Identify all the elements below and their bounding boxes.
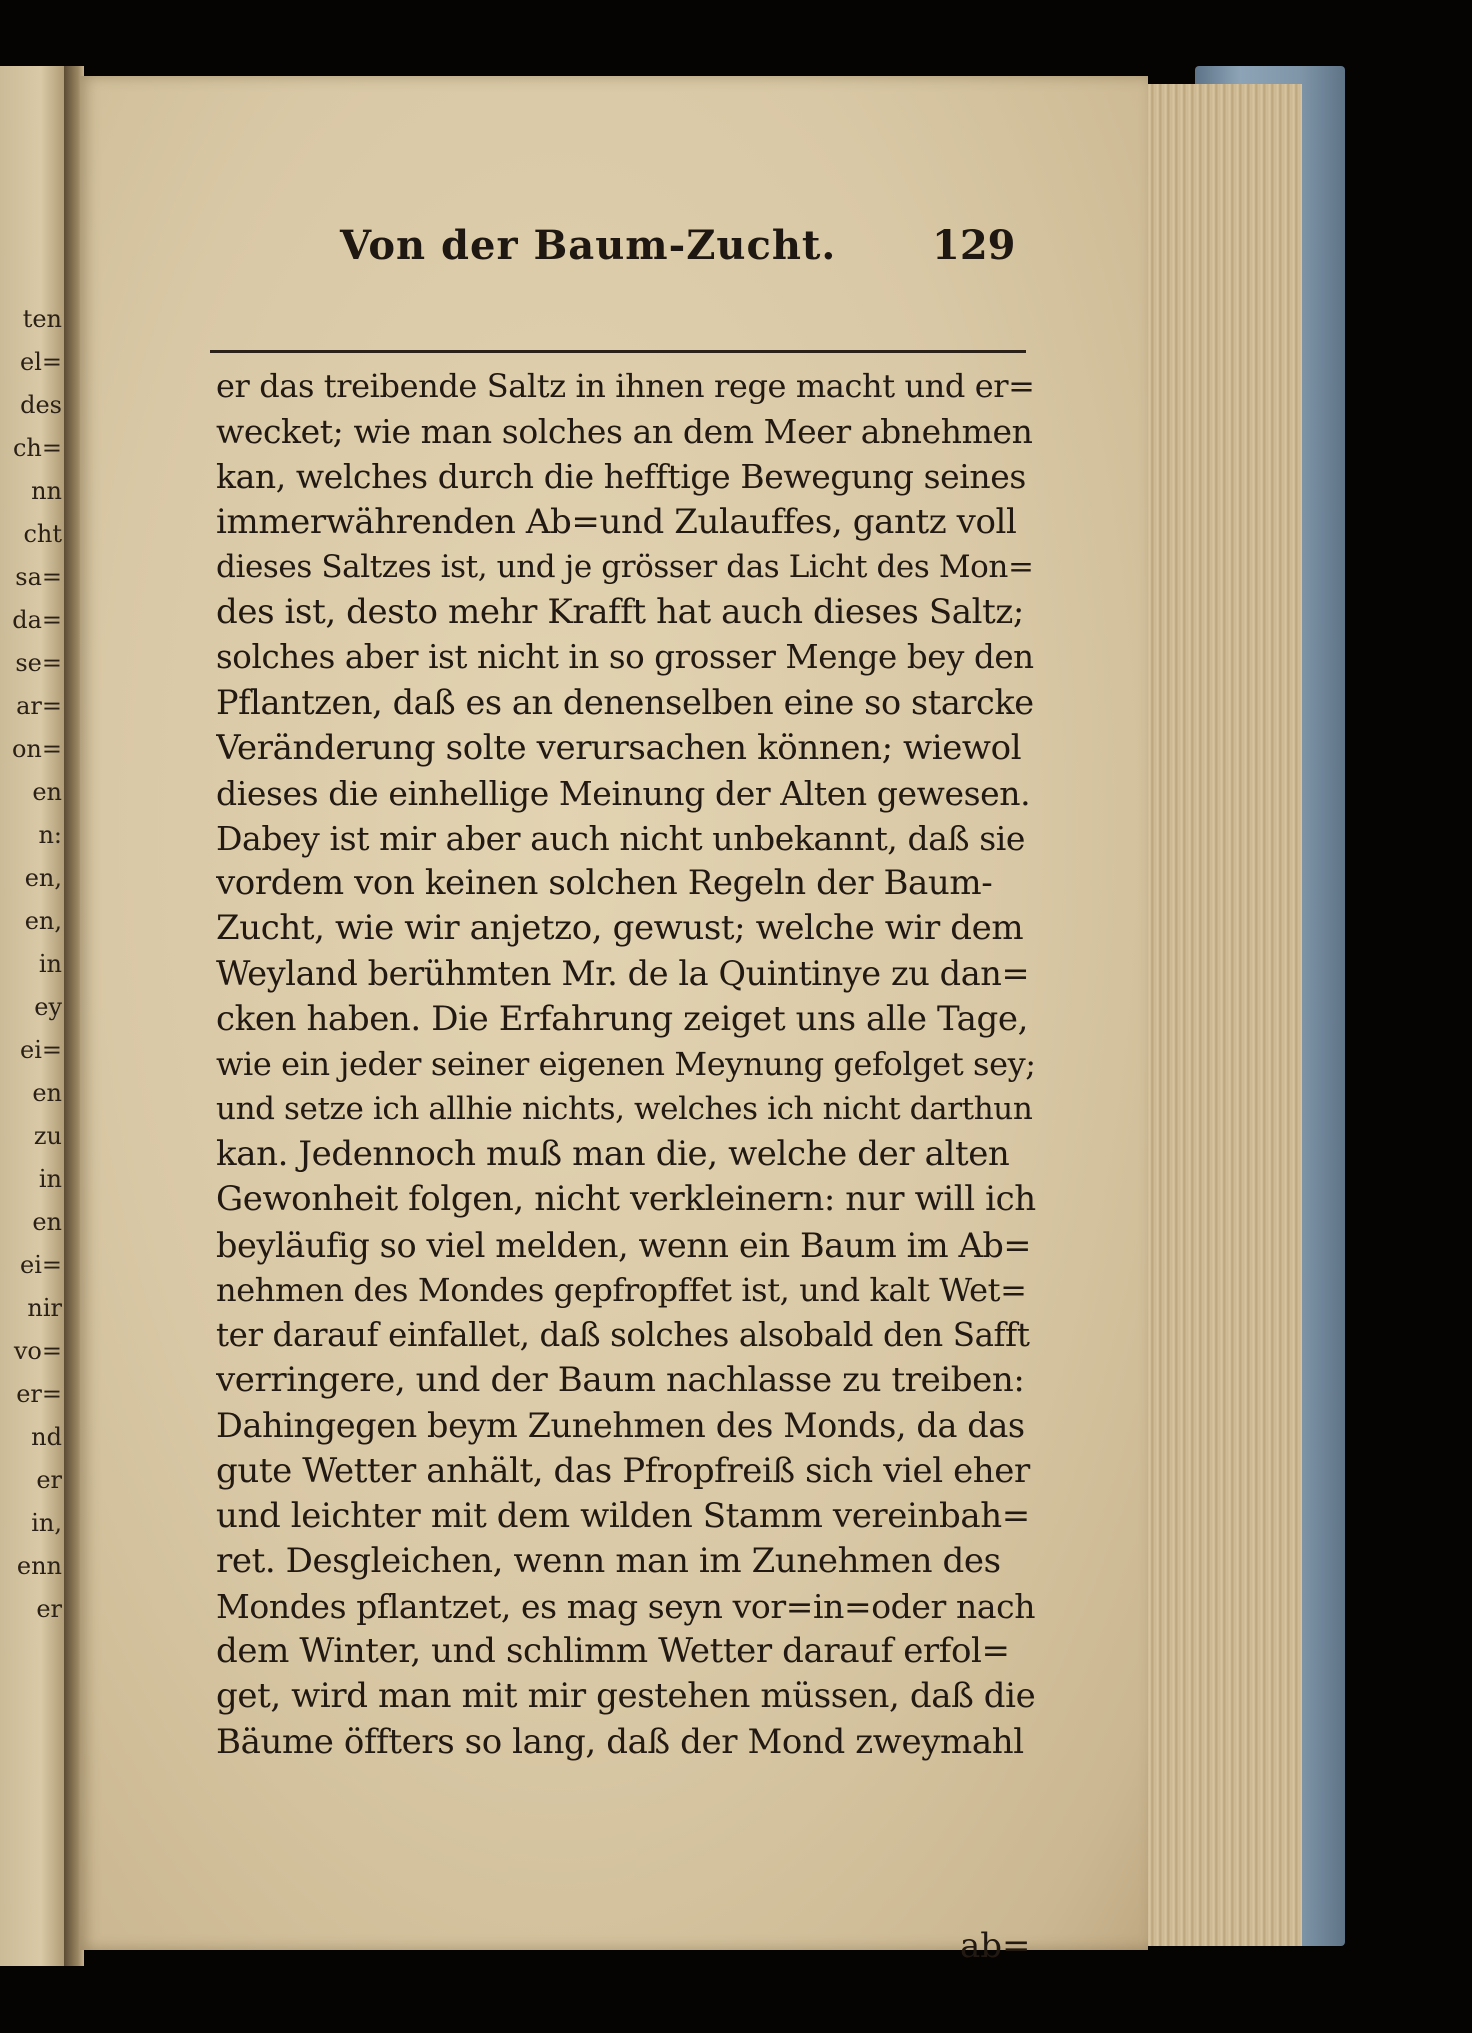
left-page-fragment: ch= xyxy=(12,434,62,462)
text-line: des ist, desto mehr Krafft hat auch dieses Saltz; xyxy=(216,591,1024,632)
left-page-fragment: er= xyxy=(16,1380,62,1408)
left-page-fragment: ey xyxy=(34,993,62,1021)
text-line: nehmen des Mondes gepfropffet ist, und kalt Wet= xyxy=(216,1270,1027,1309)
left-page-fragment: in, xyxy=(31,1509,62,1537)
text-line: wie ein jeder seiner eigenen Meynung gefolget sey; xyxy=(216,1044,1036,1083)
text-line: Gewonheit folgen, nicht verkleinern: nur will ich xyxy=(216,1179,1036,1220)
text-line: beyläufig so viel melden, wenn ein Baum im Ab= xyxy=(216,1225,1032,1265)
left-page-fragment: in xyxy=(38,950,62,978)
text-line: und setze ich allhie nichts, welches ich nicht darthun xyxy=(216,1091,1033,1127)
body-text xyxy=(216,364,1036,1765)
text-line: vordem von keinen solchen Regeln der Baum- xyxy=(216,863,993,904)
left-page-fragment: da= xyxy=(12,606,62,634)
text-line: dem Winter, und schlimm Wetter darauf erfol= xyxy=(216,1631,1010,1672)
left-page-fragment: er xyxy=(36,1595,62,1623)
left-page-fragment: cht xyxy=(23,520,62,548)
left-page-fragment: on= xyxy=(11,735,62,763)
left-page-fragment: er xyxy=(36,1466,62,1494)
left-page-fragment: ei= xyxy=(20,1251,62,1279)
left-page-fragment: des xyxy=(20,391,62,419)
left-page-fragment: en xyxy=(32,1208,62,1236)
page-number: 129 xyxy=(932,222,1016,269)
left-page-fragment: nir xyxy=(27,1294,62,1322)
text-line: verringere, und der Baum nachlasse zu treiben: xyxy=(216,1360,1025,1401)
right-page xyxy=(80,76,1148,1966)
left-page-fragment: ar= xyxy=(16,692,62,720)
text-line: kan. Jedennoch muß man die, welche der alten xyxy=(216,1134,1010,1175)
text-line: und leichter mit dem wilden Stamm vereinbah= xyxy=(216,1495,1030,1536)
left-page-fragment: en, xyxy=(24,864,62,892)
page-edges xyxy=(1145,84,1302,1946)
left-page-fragment: ei= xyxy=(20,1036,62,1064)
text-line: get, wird man mit mir gestehen müssen, daß die xyxy=(216,1676,1036,1717)
left-page-fragment: nn xyxy=(31,477,62,505)
text-line: wecket; wie man solches an dem Meer abnehmen xyxy=(216,412,1033,452)
left-page-fragment: enn xyxy=(16,1552,62,1580)
left-page-fragment: in xyxy=(38,1165,62,1193)
running-title: Von der Baum-Zucht. xyxy=(340,222,837,269)
left-page-fragment: vo= xyxy=(13,1337,62,1365)
left-page-fragment: n: xyxy=(38,821,62,849)
text-line: gute Wetter anhält, das Pfropfreiß sich viel eher xyxy=(216,1450,1030,1491)
running-head xyxy=(250,214,1030,276)
text-line: Mondes pflantzet, es mag seyn vor=in=oder nach xyxy=(216,1587,1036,1627)
left-page-fragment: en, xyxy=(24,907,62,935)
left-page-fragment: nd xyxy=(31,1423,62,1451)
text-line: Dahingegen beym Zunehmen des Monds, da das xyxy=(216,1406,1025,1446)
text-line: Dabey ist mir aber auch nicht unbekannt, daß sie xyxy=(216,818,1026,858)
text-line: Zucht, wie wir anjetzo, gewust; welche wir dem xyxy=(216,908,1024,949)
left-page-fragment: en xyxy=(32,778,62,806)
text-line: solches aber ist nicht in so grosser Menge bey den xyxy=(216,638,1034,677)
text-line: dieses Saltzes ist, und je grösser das Licht des Mon= xyxy=(216,548,1034,585)
left-page-fragment: el= xyxy=(20,348,62,376)
left-page-fragment: zu xyxy=(33,1122,62,1150)
catchword: ab= xyxy=(960,1926,1031,1966)
left-page-fragment: ten xyxy=(22,305,62,333)
left-page xyxy=(0,66,68,1966)
text-line: Weyland berühmten Mr. de la Quintinye zu dan= xyxy=(216,954,1030,994)
text-line: Veränderung solte verursachen können; wiewol xyxy=(216,727,1022,768)
header-rule xyxy=(210,350,1026,353)
left-page-fragment: sa= xyxy=(15,563,62,591)
text-line: dieses die einhellige Meinung der Alten gewesen. xyxy=(216,773,1031,813)
text-line: Bäume öffters so lang, daß der Mond zweymahl xyxy=(216,1721,1024,1762)
text-line: kan, welches durch die hefftige Bewegung seines xyxy=(216,457,1026,497)
text-line: cken haben. Die Erfahrung zeiget uns alle Tage, xyxy=(216,998,1029,1039)
left-page-text-fragments xyxy=(4,298,62,1631)
left-page-fragment: se= xyxy=(15,649,62,677)
text-line: ret. Desgleichen, wenn man im Zunehmen des xyxy=(216,1540,1001,1581)
text-line: er das treibende Saltz in ihnen rege macht und er= xyxy=(216,367,1035,405)
text-line: ter darauf einfallet, daß solches alsobald den Safft xyxy=(216,1315,1030,1354)
text-line: immerwährenden Ab=und Zulauffes, gantz voll xyxy=(216,501,1017,542)
left-page-fragment: en xyxy=(32,1079,62,1107)
text-line: Pflantzen, daß es an denenselben eine so starcke xyxy=(216,683,1034,723)
